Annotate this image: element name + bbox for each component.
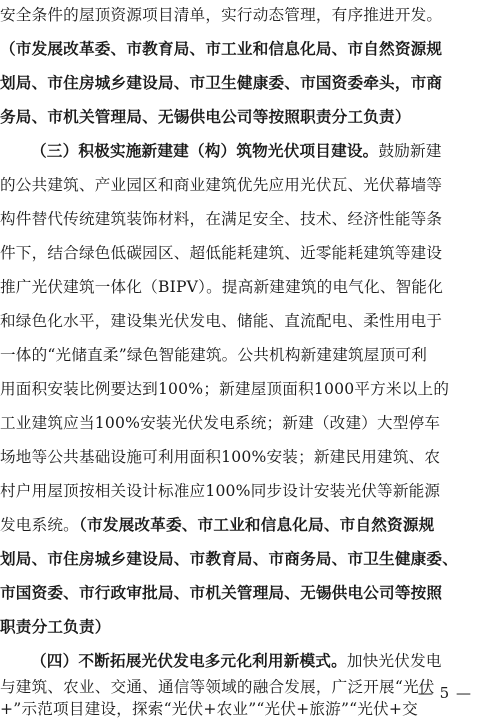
body-line: 构件替代传统建筑装饰材料，在满足安全、技术、经济性能等条 (0, 210, 443, 228)
body-line: 的公共建筑、产业园区和商业建筑优先应用光伏瓦、光伏幕墙等 (0, 176, 443, 194)
body-line: 推广光伏建筑一体化（BIPV）。提高新建建筑的电气化、智能化 (0, 278, 444, 296)
body-text: 鼓励新建 (378, 142, 442, 160)
responsibility-line: 划局、市住房城乡建设局、市教育局、市商务局、市卫生健康委、 (0, 549, 459, 568)
responsibility-text: （市发展改革委、市工业和信息化局、市自然资源规 (78, 515, 435, 534)
body-line: 和绿色化水平，建设集光伏发电、储能、直流配电、柔性用电于 (0, 312, 443, 330)
body-text: 加快光伏发电 (346, 652, 442, 670)
responsibility-line: （市发展改革委、市教育局、市工业和信息化局、市自然资源规 (0, 39, 443, 58)
body-line: 件下，结合绿色低碳园区、超低能耗建筑、近零能耗建筑等建设 (0, 244, 443, 262)
body-line: 场地等公共基础设施可利用面积100%安装；新建民用建筑、农 (0, 448, 441, 466)
body-line: 安全条件的屋顶资源项目清单，实行动态管理，有序推进开发。 (0, 6, 443, 24)
body-line: 村户用屋顶按相关设计标准应100%同步设计安装光伏等新能源 (0, 482, 441, 500)
section-heading-4: （四）不断拓展光伏发电多元化利用新模式。 (31, 651, 347, 670)
body-text: 发电系统。 (0, 516, 79, 534)
section-heading-line (0, 136, 442, 166)
body-line: 与建筑、农业、交通、通信等领域的融合发展，广泛开展“光伏 (0, 678, 435, 696)
responsibility-line: 市国资委、市行政审批局、市机关管理局、无锡供电公司等按照 (0, 583, 443, 602)
body-line: 一体的“光储直柔”绿色智能建筑。公共机构新建建筑屋顶可利 (0, 346, 427, 364)
responsibility-line: 划局、市住房城乡建设局、市卫生健康委、市国资委牵头，市商 (0, 73, 443, 92)
responsibility-line: 职责分工负责） (0, 617, 111, 636)
body-line: 工业建筑应当100%安装光伏发电系统；新建（改建）大型停车 (0, 414, 441, 432)
section-heading-3: （三）积极实施新建建（构）筑物光伏项目建设。 (31, 141, 379, 160)
page-number: — 5 — (417, 684, 472, 702)
body-line: 用面积安装比例要达到100%；新建屋顶面积1000平方米以上的 (0, 380, 450, 398)
body-line: +”示范项目建设，探索“光伏+农业”“光伏+旅游”“光伏+交 (0, 700, 418, 718)
responsibility-line: 务局、市机关管理局、无锡供电公司等按照职责分工负责） (0, 107, 411, 126)
body-line (0, 510, 434, 540)
